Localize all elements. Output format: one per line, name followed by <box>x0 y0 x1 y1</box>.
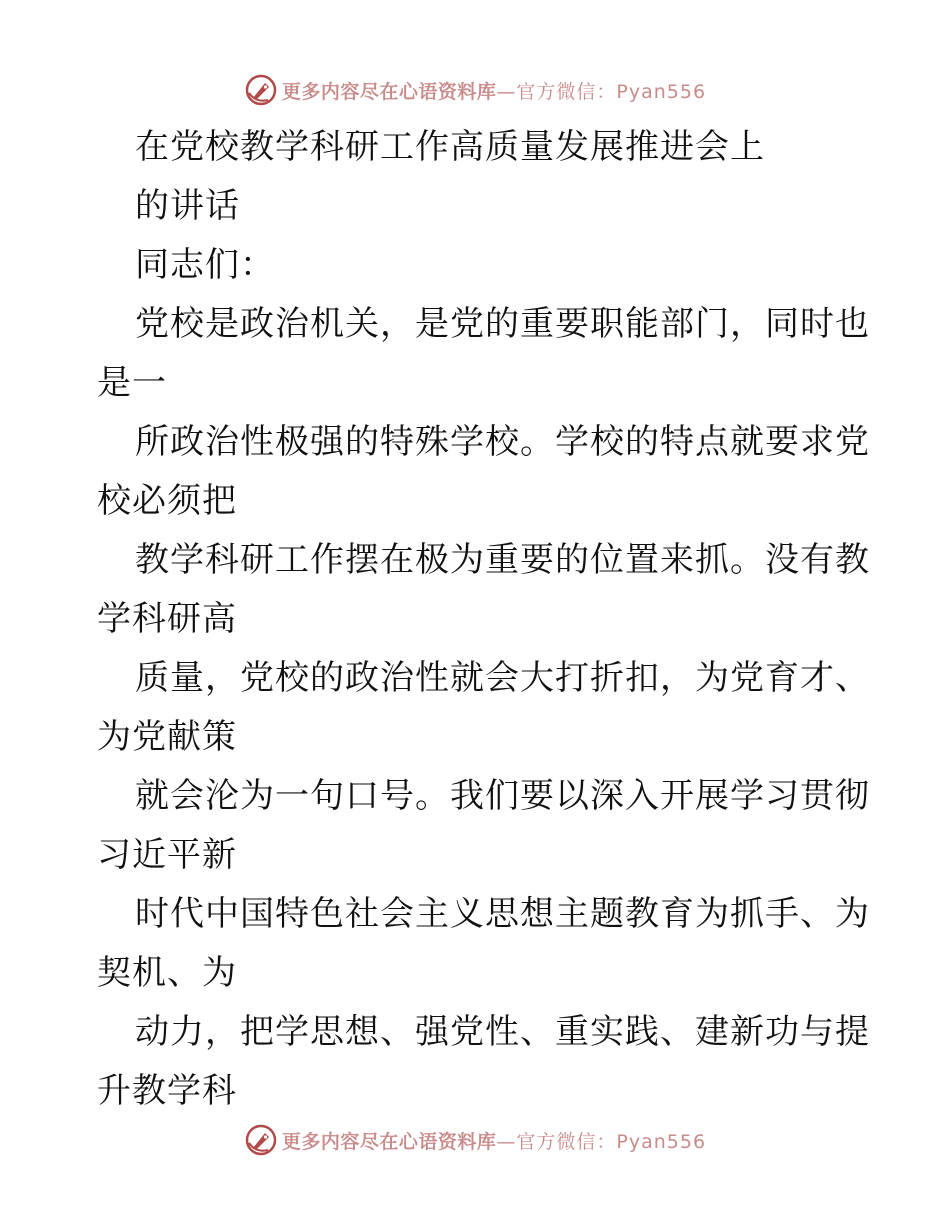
banner-title: 更多内容尽在心语资料库 <box>281 1130 497 1153</box>
doc-text-line: 校必须把 <box>97 481 237 521</box>
banner-subtitle: —官方微信：Pyan556 <box>496 1130 707 1153</box>
doc-text-line: 所政治性极强的特殊学校。学校的特点就要求党 <box>135 422 870 462</box>
doc-text-line: 习近平新 <box>97 835 237 875</box>
pen-nib-icon <box>244 73 278 107</box>
doc-text-line: 时代中国特色社会主义思想主题教育为抓手、为 <box>135 894 870 934</box>
doc-text-line: 升教学科 <box>97 1071 237 1111</box>
doc-text-line: 质量，党校的政治性就会大打折扣，为党育才、 <box>135 658 870 698</box>
doc-text-line: 契机、为 <box>97 953 237 993</box>
document-body <box>97 118 870 1121</box>
doc-text-line: 就会沦为一句口号。我们要以深入开展学习贯彻 <box>135 776 870 816</box>
doc-salutation: 同志们： <box>135 245 275 285</box>
footer-banner <box>0 1120 950 1160</box>
doc-text-line: 党校是政治机关，是党的重要职能部门，同时也 <box>135 304 870 344</box>
doc-title-line-2: 的讲话 <box>135 186 240 226</box>
doc-text-line: 为党献策 <box>97 717 237 757</box>
banner-title: 更多内容尽在心语资料库 <box>281 80 497 103</box>
pen-nib-icon <box>244 1123 278 1157</box>
doc-text-line: 学科研高 <box>97 599 237 639</box>
doc-text-line: 动力，把学思想、强党性、重实践、建新功与提 <box>135 1012 870 1052</box>
banner-subtitle: —官方微信：Pyan556 <box>496 80 707 103</box>
doc-text-line: 教学科研工作摆在极为重要的位置来抓。没有教 <box>135 540 870 580</box>
header-banner <box>0 70 950 110</box>
doc-title-line-1: 在党校教学科研工作高质量发展推进会上 <box>135 127 765 167</box>
doc-text-line: 是一 <box>97 363 167 403</box>
